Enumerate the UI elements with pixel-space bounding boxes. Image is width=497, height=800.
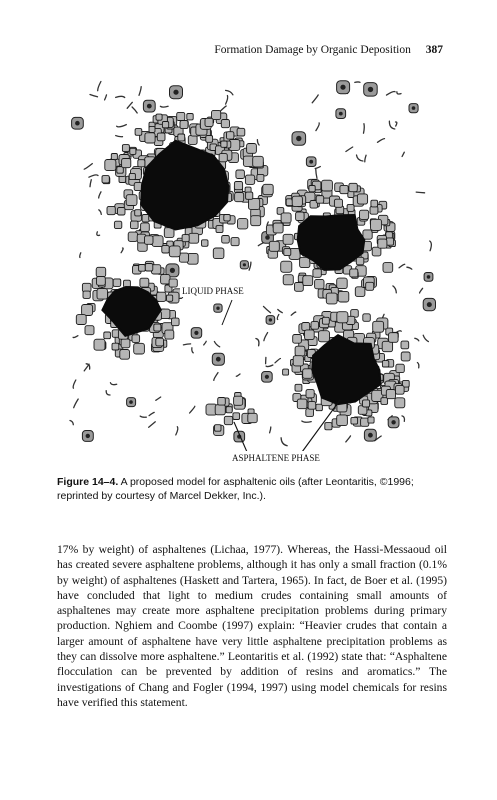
cluster-resin-cell xyxy=(134,343,145,354)
cluster-resin-cell xyxy=(281,213,291,223)
cluster-resin-cell xyxy=(187,114,193,120)
cluster-resin-cell xyxy=(167,295,173,301)
free-resin-core xyxy=(368,433,373,438)
running-header xyxy=(60,44,443,56)
cluster-resin-cell xyxy=(248,413,257,422)
cluster-resin-cell xyxy=(212,110,221,119)
cluster-resin-cell xyxy=(131,221,139,229)
resin-dash xyxy=(397,331,401,332)
cluster-resin-cell xyxy=(313,269,321,277)
resin-dash xyxy=(190,406,195,413)
cluster-resin-cell xyxy=(395,398,405,408)
cluster-resin-cell xyxy=(145,133,155,143)
cluster-resin-cell xyxy=(303,276,313,286)
resin-dash xyxy=(192,348,193,353)
cluster-resin-cell xyxy=(322,317,329,324)
cluster-resin-cell xyxy=(245,175,254,184)
free-resin-core xyxy=(339,112,343,116)
cluster-resin-cell xyxy=(283,275,293,285)
free-resin-core xyxy=(340,85,345,90)
figure-caption xyxy=(57,476,449,503)
cluster-resin-cell xyxy=(118,208,126,216)
cluster-resin-cell xyxy=(306,390,314,398)
cluster-resin-cell xyxy=(178,134,185,141)
cluster-resin-cell xyxy=(300,257,310,267)
resin-dash xyxy=(357,155,363,161)
cluster-resin-cell xyxy=(401,352,410,361)
cluster-resin-cell xyxy=(215,405,225,415)
free-resin-core xyxy=(75,121,80,126)
cluster-resin-cell xyxy=(97,289,108,300)
resin-dash xyxy=(264,306,271,312)
cluster-resin-cell xyxy=(253,156,264,167)
resin-dash xyxy=(364,124,365,134)
cluster-resin-cell xyxy=(366,282,374,290)
resin-dash xyxy=(226,90,233,94)
resin-dash xyxy=(249,262,251,270)
cluster-resin-cell xyxy=(149,126,155,132)
cluster-resin-cell xyxy=(128,232,137,241)
cluster-resin-cell xyxy=(105,160,116,171)
resin-dash xyxy=(316,169,317,179)
cluster-resin-cell xyxy=(152,236,163,247)
cluster-resin-cell xyxy=(156,114,162,120)
cluster-resin-cell xyxy=(293,335,302,344)
cluster-resin-cell xyxy=(132,335,140,343)
cluster-resin-cell xyxy=(140,278,149,287)
resin-dash xyxy=(90,95,98,97)
cluster-resin-cell xyxy=(386,390,395,399)
resin-dash xyxy=(291,312,296,315)
resin-dash xyxy=(407,267,412,269)
resin-dash xyxy=(387,92,396,96)
resin-dash xyxy=(399,264,405,268)
free-resin-core xyxy=(265,235,270,240)
cluster-resin-cell xyxy=(251,216,261,226)
resin-dash xyxy=(73,380,76,388)
cluster-resin-cell xyxy=(82,305,93,316)
cluster-resin-cell xyxy=(226,407,232,413)
resin-dash xyxy=(73,336,78,338)
cluster-resin-cell xyxy=(145,264,153,272)
resin-dash xyxy=(214,342,219,347)
cluster-resin-cell xyxy=(112,343,119,350)
cluster-resin-cell xyxy=(205,118,213,126)
cluster-resin-cell xyxy=(224,416,232,424)
cluster-resin-cell xyxy=(396,386,405,395)
cluster-resin-cell xyxy=(236,170,245,179)
cluster-resin-cell xyxy=(305,330,315,340)
cluster-resin-cell xyxy=(219,154,227,162)
cluster-resin-cell xyxy=(85,326,94,335)
resin-dash xyxy=(149,412,154,415)
cluster-resin-cell xyxy=(129,173,135,179)
resin-dash xyxy=(176,427,178,435)
resin-dash xyxy=(236,374,240,376)
resin-dash xyxy=(183,344,190,345)
resin-dash xyxy=(160,106,168,107)
cluster-resin-cell xyxy=(139,265,146,272)
cluster-resin-cell xyxy=(138,160,145,167)
resin-dash xyxy=(214,373,218,381)
cluster-resin-cell xyxy=(172,318,180,326)
resin-dash xyxy=(346,436,351,442)
resin-dash xyxy=(312,95,318,103)
resin-dash xyxy=(74,399,79,408)
cluster-resin-cell xyxy=(189,233,199,243)
page-number: 387 xyxy=(425,44,443,56)
caption-label: Figure 14–4. xyxy=(57,476,119,488)
cluster-resin-cell xyxy=(295,283,304,292)
cluster-resin-cell xyxy=(318,331,329,342)
cluster-resin-cell xyxy=(102,176,109,183)
resin-dash xyxy=(99,210,102,215)
cluster-resin-cell xyxy=(371,200,378,207)
resin-dash xyxy=(70,421,73,425)
cluster-resin-cell xyxy=(396,364,404,372)
cluster-resin-cell xyxy=(234,182,242,190)
cluster-resin-cell xyxy=(126,195,137,206)
cluster-resin-cell xyxy=(141,223,150,232)
resin-dash xyxy=(117,125,127,127)
asphaltene-phase-label: ASPHALTENE PHASE xyxy=(232,453,320,463)
cluster-resin-cell xyxy=(368,417,374,423)
cluster-resin-cell xyxy=(202,240,209,247)
cluster-resin-cell xyxy=(237,128,245,136)
resin-dash xyxy=(416,192,424,193)
free-resin-core xyxy=(173,90,178,95)
cluster-resin-cell xyxy=(157,133,165,141)
cluster-resin-cell xyxy=(308,402,316,410)
cluster-resin-cell xyxy=(96,267,106,277)
free-resin-core xyxy=(170,268,175,273)
cluster-resin-cell xyxy=(206,136,213,143)
resin-dash xyxy=(365,155,366,162)
resin-dash xyxy=(415,338,419,341)
cluster-resin-cell xyxy=(169,279,177,287)
cluster-resin-cell xyxy=(135,129,142,136)
cluster-resin-cell xyxy=(351,417,358,424)
resin-dash xyxy=(116,136,123,137)
cluster-resin-cell xyxy=(389,333,399,343)
resin-dash xyxy=(423,335,428,341)
cluster-resin-cell xyxy=(94,339,105,350)
cluster-resin-cell xyxy=(113,279,121,287)
cluster-resin-cell xyxy=(130,148,136,154)
free-resin-core xyxy=(427,302,432,307)
resin-dash xyxy=(80,253,81,258)
figure-asphaltene-model xyxy=(62,70,442,470)
resin-dash xyxy=(105,95,107,100)
free-resin-core xyxy=(412,106,416,110)
cluster-resin-cell xyxy=(386,238,393,245)
cluster-resin-cell xyxy=(363,314,371,322)
cluster-resin-cell xyxy=(297,399,307,409)
cluster-resin-cell xyxy=(216,226,223,233)
cluster-resin-cell xyxy=(371,219,382,230)
resin-dash xyxy=(278,310,283,313)
resin-dash xyxy=(430,241,432,251)
cluster-resin-cell xyxy=(156,338,164,346)
resin-dash xyxy=(277,315,279,320)
cluster-resin-cell xyxy=(283,369,289,375)
resin-dash xyxy=(106,391,110,395)
cluster-resin-cell xyxy=(233,413,240,420)
resin-dash xyxy=(264,333,268,341)
free-resin-core xyxy=(243,263,246,266)
cluster-resin-cell xyxy=(249,198,260,209)
cluster-resin-cell xyxy=(182,235,189,242)
cluster-resin-cell xyxy=(283,234,293,244)
cluster-resin-cell xyxy=(97,277,106,286)
free-resin-core xyxy=(216,357,221,362)
cluster-resin-cell xyxy=(338,291,349,302)
resin-dash xyxy=(275,358,280,362)
resin-dash xyxy=(99,192,101,198)
cluster-resin-cell xyxy=(246,192,253,199)
cluster-resin-cell xyxy=(224,215,230,221)
resin-dash xyxy=(89,175,98,177)
cluster-resin-cell xyxy=(337,278,348,289)
cluster-resin-cell xyxy=(257,174,264,181)
free-resin-core xyxy=(368,87,373,92)
resin-dash xyxy=(397,92,401,94)
cluster-resin-cell xyxy=(373,321,384,332)
cluster-resin-cell xyxy=(302,323,310,331)
free-resin-core xyxy=(391,420,395,424)
cluster-resin-cell xyxy=(382,361,388,367)
cluster-resin-cell xyxy=(221,120,229,128)
cluster-resin-cell xyxy=(296,212,305,221)
resin-dash xyxy=(132,107,137,113)
resin-dash xyxy=(98,82,101,91)
resin-dash xyxy=(226,96,228,105)
cluster-resin-cell xyxy=(169,246,180,257)
cluster-resin-cell xyxy=(340,185,348,193)
resin-dash xyxy=(204,341,207,345)
free-resin-core xyxy=(194,331,198,335)
free-resin-core xyxy=(147,104,152,109)
cluster-resin-cell xyxy=(213,248,224,259)
cluster-resin-cell xyxy=(370,206,378,214)
resin-dash xyxy=(140,416,146,417)
cluster-resin-cell xyxy=(162,246,169,253)
cluster-resin-cell xyxy=(381,398,388,405)
cluster-resin-cell xyxy=(227,132,234,139)
cluster-resin-cell xyxy=(337,415,348,426)
cluster-resin-cell xyxy=(215,425,222,432)
cluster-resin-cell xyxy=(111,154,117,160)
cluster-resin-cell xyxy=(309,186,315,192)
cluster-resin-cell xyxy=(76,315,86,325)
cluster-resin-cell xyxy=(162,122,168,128)
resin-dash xyxy=(84,164,92,170)
cluster-resin-cell xyxy=(311,322,319,330)
cluster-resin-cell xyxy=(179,253,188,262)
cluster-resin-cell xyxy=(284,249,291,256)
cluster-resin-cell xyxy=(360,210,369,219)
resin-dash xyxy=(127,102,132,108)
liquid-pointer xyxy=(222,300,232,325)
cluster-resin-cell xyxy=(337,312,348,323)
resin-dash xyxy=(266,365,273,367)
resin-dash xyxy=(110,383,116,385)
cluster-resin-cell xyxy=(177,112,185,120)
resin-dash xyxy=(270,427,271,433)
cluster-resin-cell xyxy=(243,156,253,166)
cluster-resin-cell xyxy=(326,293,337,304)
resin-dash xyxy=(402,416,404,422)
cluster-resin-cell xyxy=(188,136,197,145)
cluster-resin-cell xyxy=(355,287,365,297)
cluster-resin-cell xyxy=(122,159,131,168)
cluster-resin-cell xyxy=(383,263,393,273)
cluster-resin-cell xyxy=(82,283,91,292)
cluster-resin-cell xyxy=(238,219,248,229)
cluster-resin-cell xyxy=(83,291,90,298)
cluster-resin-cell xyxy=(347,204,354,211)
resin-dash xyxy=(396,122,397,126)
resin-dash xyxy=(402,152,404,156)
body-paragraph: 17% by weight) of asphaltenes (Lichaa, 1977). Whereas, the Hassi-Messaoud oil has created severe asphaltene problems, although it has only a small fraction (0.1% by weight) of asphaltenes (Haskett and Tartera, 1965). In fact, de Boer et al. (1995) have concluded that light to medium crudes containing small amounts of asphaltenes may create more asphaltene precipitation problems during primary production. Nghiem and Coombe (1997) explain: “Heavier crudes that contain a larger amount of asphaltene have very little asphaltene precipitation problems as they can dissolve more asphaltene.” Leontaritis et al. (1992) state that: “Asphaltene flocculation can be prevented by addition of resins and aromatics.” The investigations of Chang and Fogler (1994, 1997) using model chemicals for resins have verified this statement. xyxy=(57,543,447,709)
cluster-resin-cell xyxy=(349,183,357,191)
free-resin-core xyxy=(216,307,219,310)
cluster-resin-cell xyxy=(292,196,302,206)
resin-dash xyxy=(302,421,311,422)
resin-dash xyxy=(149,422,156,428)
cluster-resin-cell xyxy=(316,196,324,204)
cluster-resin-cell xyxy=(120,350,130,360)
cluster-resin-cell xyxy=(334,199,342,207)
resin-dash xyxy=(90,180,91,187)
resin-dash xyxy=(378,139,385,143)
cluster-resin-cell xyxy=(104,332,111,339)
cluster-resin-cell xyxy=(382,341,392,351)
free-resin-core xyxy=(86,434,90,438)
cluster-resin-cell xyxy=(180,121,188,129)
cluster-resin-cell xyxy=(165,330,174,339)
cluster-resin-cell xyxy=(273,223,283,233)
resin-dash xyxy=(417,363,418,368)
cluster-resin-cell xyxy=(357,194,367,204)
cluster-resin-cell xyxy=(235,193,244,202)
resin-dash xyxy=(393,286,396,293)
running-title: Formation Damage by Organic Deposition xyxy=(214,44,411,56)
cluster-resin-cell xyxy=(145,236,154,245)
resin-dash xyxy=(346,147,353,152)
resin-dash xyxy=(257,140,259,145)
cluster-resin-cell xyxy=(315,279,324,288)
free-resin-core xyxy=(265,375,269,379)
resin-dash xyxy=(121,248,123,253)
resin-dash xyxy=(256,339,259,346)
cluster-resin-cell xyxy=(350,269,358,277)
cluster-resin-cell xyxy=(218,398,226,406)
resin-dash xyxy=(316,123,319,131)
cluster-resin-cell xyxy=(295,384,302,391)
cluster-resin-cell xyxy=(114,221,121,228)
caption-text: A proposed model for asphaltenic oils (after Leontaritis, ©1996; reprinted by courtesy of Marcel Dekker, Inc.). xyxy=(57,476,414,502)
free-resin-core xyxy=(296,136,301,141)
cluster-resin-cell xyxy=(303,369,313,379)
cluster-resin-cell xyxy=(325,423,332,430)
cluster-resin-cell xyxy=(222,236,230,244)
cluster-resin-cell xyxy=(356,257,364,265)
cluster-resin-cell xyxy=(154,324,161,331)
resin-dash xyxy=(389,121,394,129)
cluster-resin-cell xyxy=(295,346,305,356)
cluster-resin-cell xyxy=(107,206,115,214)
resin-dash xyxy=(116,96,125,97)
cluster-resin-cell xyxy=(363,400,370,407)
cluster-resin-cell xyxy=(263,184,273,194)
cluster-resin-cell xyxy=(281,261,292,272)
cluster-resin-cell xyxy=(122,145,129,152)
cluster-resin-cell xyxy=(247,144,257,154)
free-resin-core xyxy=(427,275,431,279)
cluster-resin-cell xyxy=(157,292,166,301)
cluster-resin-cell xyxy=(322,180,333,191)
free-resin-core xyxy=(309,160,313,164)
resin-dash xyxy=(281,438,287,446)
cluster-resin-cell xyxy=(269,241,279,251)
cluster-resin-cell xyxy=(306,409,314,417)
cluster-resin-cell xyxy=(378,239,387,248)
cluster-resin-cell xyxy=(161,275,170,284)
resin-dash xyxy=(156,397,161,400)
free-resin-core xyxy=(269,318,272,321)
cluster-resin-cell xyxy=(221,141,227,147)
resin-dash xyxy=(420,288,423,293)
cluster-resin-cell xyxy=(293,356,303,366)
cluster-resin-cell xyxy=(401,341,409,349)
cluster-resin-cell xyxy=(234,396,243,405)
resin-dash xyxy=(97,232,100,236)
cluster-resin-cell xyxy=(135,210,141,216)
figure-illustration xyxy=(62,70,442,470)
liquid-phase-label: LIQUID PHASE xyxy=(182,286,244,296)
cluster-resin-cell xyxy=(231,238,239,246)
asphaltene-micelles xyxy=(76,110,410,435)
free-resin-core xyxy=(129,400,133,404)
cluster-resin-cell xyxy=(363,230,372,239)
cluster-resin-cell xyxy=(121,339,130,348)
resin-dash xyxy=(139,87,141,96)
